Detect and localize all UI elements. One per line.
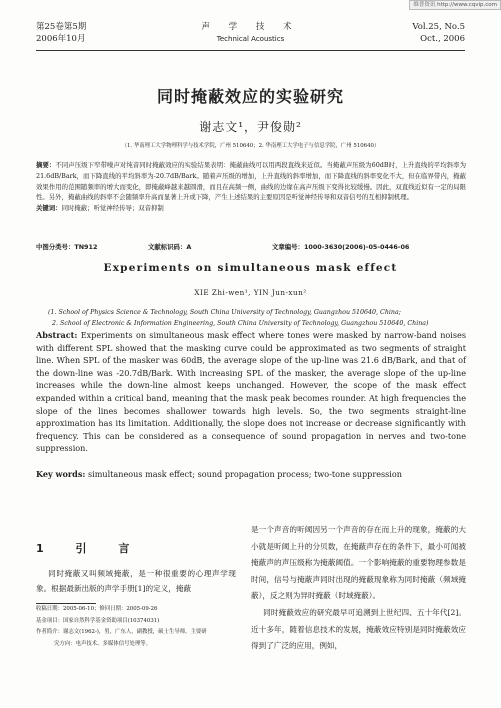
journal-name-cn: 声 学 技 术 bbox=[201, 22, 300, 32]
journal-name-en: Technical Acoustics bbox=[216, 34, 285, 43]
volume-en: Vol.25, No.5 bbox=[412, 22, 465, 32]
abstract-en-text: Experiments on simultaneous mask effect where tones were masked by narrow-band noises with different SPL showed that the masking curve could be approximated as two segments of straight line. When SPL of the masker was 60dB, the average slope of the up-line was 21.6 dB/Bark, and that of the down-line was -20.7dB/Bark. With increasing SPL of the masker, the average slope of the up-line increases while the down-line almost keeps unchanged. However, the scope of the mask effect expanded within a critical band, meaning that the mask peak becomes rounder. At high frequencies the slope of the lines becomes shallower towards high levels. So, the two segments straight-line approximation has its limitation. Additionally, the slope does not increase or decrease significantly with frequency. This can be considered as a consequence of sound propagation in nerves and two-tone suppression. bbox=[36, 330, 466, 454]
abstract-cn bbox=[36, 160, 466, 214]
clc-number: 中图分类号：TN912 bbox=[36, 243, 98, 251]
date-en: Oct., 2006 bbox=[420, 33, 465, 44]
watermark-banner[interactable]: 维普资讯 http://www.cqvip.com bbox=[409, 0, 501, 10]
affiliation-en-line2: 2. School of Electronic & Information Engineering, South China University of Technology, Guangzhou 510640, China) bbox=[52, 320, 429, 327]
footnote-author: 作者简介：谢志文(1962-)，男，广东人，副教授，硕士生导师，主要研 bbox=[36, 629, 207, 635]
affiliation-cn: （1. 华南理工大学物理科学与技术学院，广州 510640；2. 华南理工大学电子与信息学院，广州 510640） bbox=[121, 143, 380, 149]
intro-paragraph: 同时掩蔽又叫频域掩蔽，是一种很重要的心理声学现象。根据最新出版的声学手册[1]的定义，掩蔽 bbox=[36, 569, 236, 593]
affiliation-en-line1: (1. School of Physics Science & Technology, South China University of Technology, Guangzhou 510640, China; bbox=[48, 309, 401, 316]
authors-en: XIE Zhi-wen¹, YIN Jun-xun² bbox=[194, 288, 307, 297]
abstract-en bbox=[36, 329, 466, 455]
document-code: 文献标识码：A bbox=[148, 243, 192, 251]
header-right bbox=[412, 22, 465, 45]
header-rule bbox=[36, 50, 465, 51]
keywords-cn-label: 关键词： bbox=[36, 204, 62, 213]
page-title-cn: 同时掩蔽效应的实验研究 bbox=[156, 87, 344, 106]
right-paragraph-2: 同时掩蔽效应的研究最早可追溯到上世纪四、五十年代[2]。近十多年，随着信息技术的发展，掩蔽效应特别是同时掩蔽效应得到了广泛的应用，例如， bbox=[251, 607, 466, 651]
journal-header bbox=[36, 22, 465, 50]
keywords-en-text: simultaneous mask effect; sound propagation process; two-tone suppression bbox=[87, 469, 402, 479]
authors-cn: 谢志文¹，尹俊勋² bbox=[199, 120, 302, 134]
footnote-dates: 收稿日期：2005-06-10；修回日期：2005-09-26 bbox=[36, 606, 158, 612]
article-number: 文章编号：1000-3630(2006)-05-0446-06 bbox=[272, 243, 410, 251]
section-heading-intro: 1 引 言 bbox=[36, 542, 144, 555]
keywords-en-label: Key words: bbox=[36, 469, 86, 479]
footnote-fund: 基金项目：国家自然科学基金资助项目(10374031) bbox=[36, 617, 160, 624]
abstract-en-label: Abstract: bbox=[36, 330, 78, 340]
keywords-en bbox=[36, 469, 466, 479]
abstract-cn-label: 摘要： bbox=[36, 161, 56, 169]
header-center bbox=[36, 22, 465, 45]
keywords-cn bbox=[36, 203, 466, 214]
right-column-text bbox=[251, 522, 466, 655]
volume-cn: 第25卷第5期 bbox=[36, 22, 87, 32]
keywords-cn-text: 同时掩蔽；听觉神经传导；双音抑制 bbox=[61, 204, 164, 213]
affiliation-en bbox=[48, 307, 468, 329]
page-title-en: Experiments on simultaneous mask effect bbox=[103, 262, 398, 274]
footnotes bbox=[36, 604, 236, 650]
date-cn: 2006年10月 bbox=[36, 33, 86, 44]
footnote-author-cont: 究方向：电声技术、多媒体信号处理等。 bbox=[54, 640, 152, 647]
abstract-cn-text: 不同声压级下窄带噪声对纯音同时掩蔽效应的实验结果表明：掩蔽曲线可以用两段直线来近似。当掩蔽声压级为60dB时，上升直线的平均斜率为21.6dB/Bark，而下降直线的平均斜率为-20.7dB/Bark。随着声压级的增加，上升直线的斜率增加，而下降直线的斜率变化不大，但在临界带内，掩蔽效果作用的范围随频率的增大而变化，即掩蔽峰越来越圆滑，而且在高频一侧，曲线的边缘在高声压级下变得比较缓慢。因此，双直线近似有一定的局限性。另外，掩蔽曲线的斜率不会随频率升高而显著上升或下降，产生上述结果的主要原因是听觉神经传导和双音信号的互相抑制机理。 bbox=[36, 161, 467, 202]
right-paragraph-1: 是一个声音的听阈因另一个声音的存在而上升的现象，掩蔽的大小就是听阈上升的分贝数，在掩蔽声存在的条件下，最小可闻被掩蔽声的声压级称为掩蔽阈值。一个影响掩蔽的重要物理参数是时间，信号与掩蔽声同时出现的掩蔽现象称为同时掩蔽（频域掩蔽），反之则为异时掩蔽（时域掩蔽）。 bbox=[251, 525, 466, 601]
